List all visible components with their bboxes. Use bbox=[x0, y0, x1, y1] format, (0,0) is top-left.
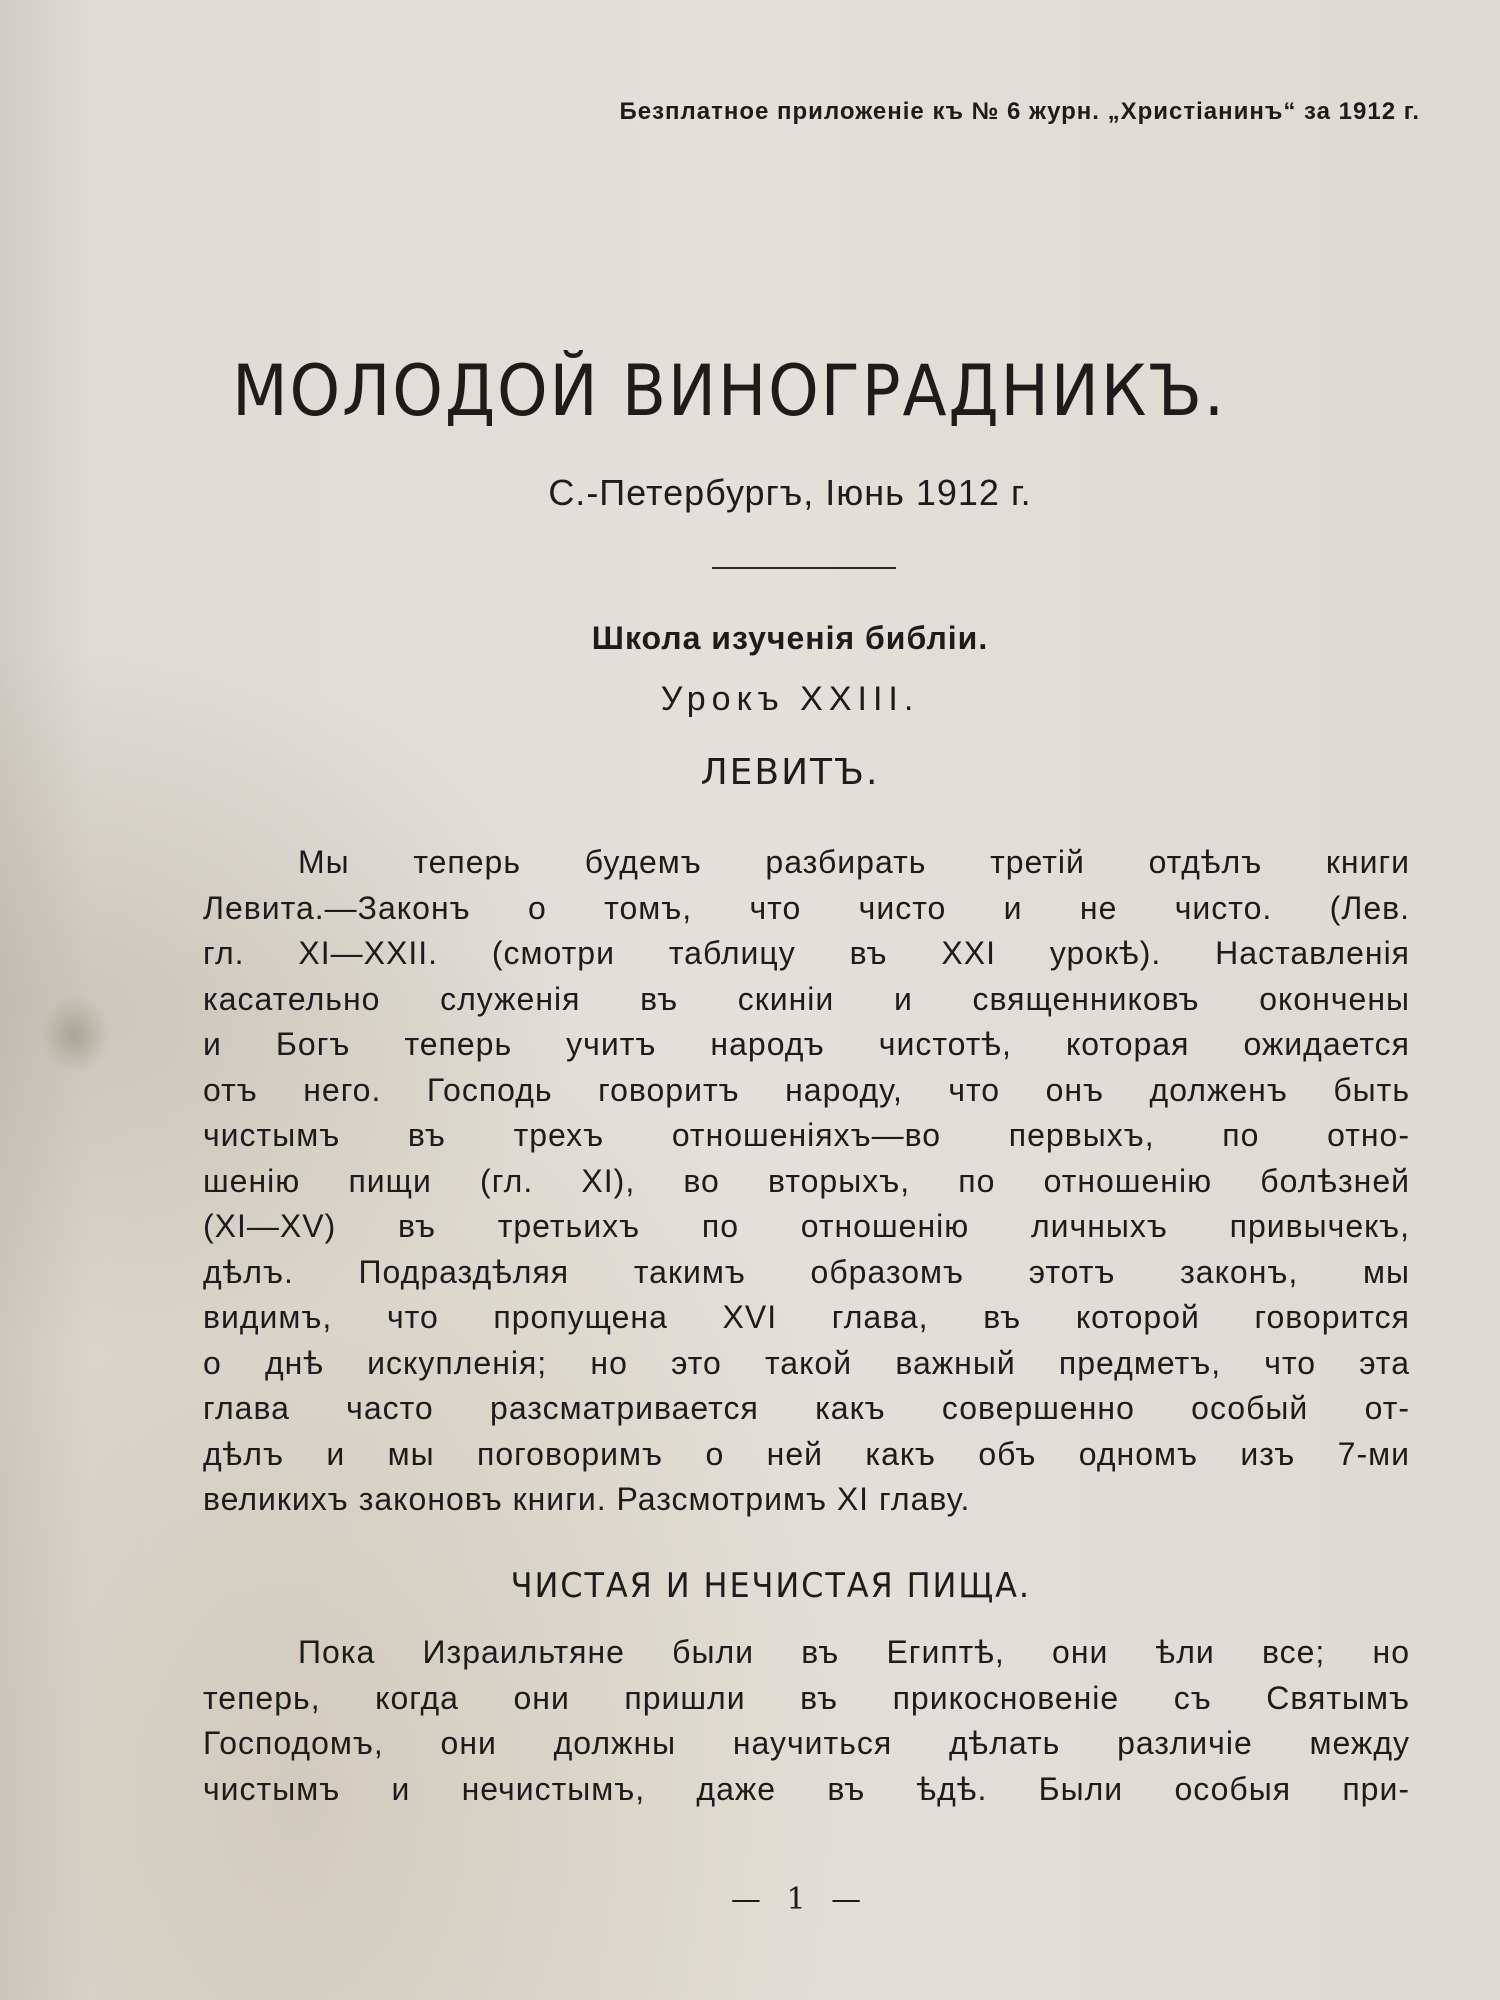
lesson-heading: Урокъ XXIII. bbox=[660, 680, 920, 718]
text-line: чистымъ и нечистымъ, даже въ ѣдѣ. Были особыя при- bbox=[203, 1770, 1410, 1807]
text-line-last: великихъ законовъ книги. Разсмотримъ XI главу. bbox=[203, 1481, 971, 1517]
text-line: дѣлъ. Подраздѣляя такимъ образомъ этотъ законъ, мы bbox=[203, 1253, 1410, 1290]
school-heading: Школа изученія библіи. bbox=[591, 620, 989, 656]
text-line: Пока Израильтяне были въ Египтѣ, они ѣли все; но bbox=[298, 1634, 1410, 1670]
text-line: шенію пищи (гл. XI), во вторыхъ, по отношенію болѣзней bbox=[203, 1162, 1410, 1199]
text-line: дѣлъ и мы поговоримъ о ней какъ объ одномъ изъ 7-ми bbox=[203, 1435, 1410, 1472]
text-line: теперь, когда они пришли въ прикосновеніе съ Святымъ bbox=[203, 1679, 1410, 1716]
text-line: глава часто разсматривается какъ совершенно особый от- bbox=[203, 1390, 1410, 1426]
text-line: Мы теперь будемъ разбирать третій отдѣлъ книги bbox=[298, 844, 1410, 880]
text-line: (XI—XV) въ третьихъ по отношенію личныхъ привычекъ, bbox=[203, 1208, 1410, 1244]
page-stain bbox=[40, 995, 110, 1075]
subsection-heading: ЧИСТАЯ И НЕЧИСТАЯ ПИЩА. bbox=[510, 1566, 1031, 1606]
text-line: и Богъ теперь учитъ народъ чистотѣ, которая ожидается bbox=[203, 1026, 1410, 1062]
text-line: видимъ, что пропущена XVI глава, въ которой говорится bbox=[203, 1299, 1410, 1335]
supplement-note: Безплатное приложеніе къ № 6 журн. „Христіанинъ“ за 1912 г. bbox=[619, 98, 1420, 125]
text-line: отъ него. Господь говоритъ народу, что онъ долженъ быть bbox=[203, 1071, 1410, 1108]
text-line: чистымъ въ трехъ отношеніяхъ—во первыхъ, по отно- bbox=[203, 1117, 1410, 1153]
text-line: Господомъ, они должны научиться дѣлать различіе между bbox=[203, 1725, 1410, 1761]
text-line: Левита.—Законъ о томъ, что чисто и не чисто. (Лев. bbox=[203, 889, 1410, 926]
journal-title: МОЛОДОЙ ВИНОГРАДНИКЪ. bbox=[232, 350, 1227, 432]
text-line: о днѣ искупленія; но это такой важный предметъ, что эта bbox=[203, 1344, 1410, 1381]
page-number: — 1 — bbox=[730, 1882, 870, 1917]
dateline: С.-Петербургъ, Іюнь 1912 г. bbox=[548, 472, 1032, 513]
divider bbox=[712, 567, 896, 569]
paragraph-2 bbox=[203, 1630, 1410, 1812]
text-line: касательно служенія въ скиніи и священниковъ окончены bbox=[203, 980, 1410, 1017]
text-line: гл. XI—XXII. (смотри таблицу въ XXI урокѣ). Наставленія bbox=[203, 935, 1410, 971]
paragraph-1 bbox=[203, 840, 1410, 1523]
topic-heading: ЛЕВИТЪ. bbox=[700, 752, 880, 793]
